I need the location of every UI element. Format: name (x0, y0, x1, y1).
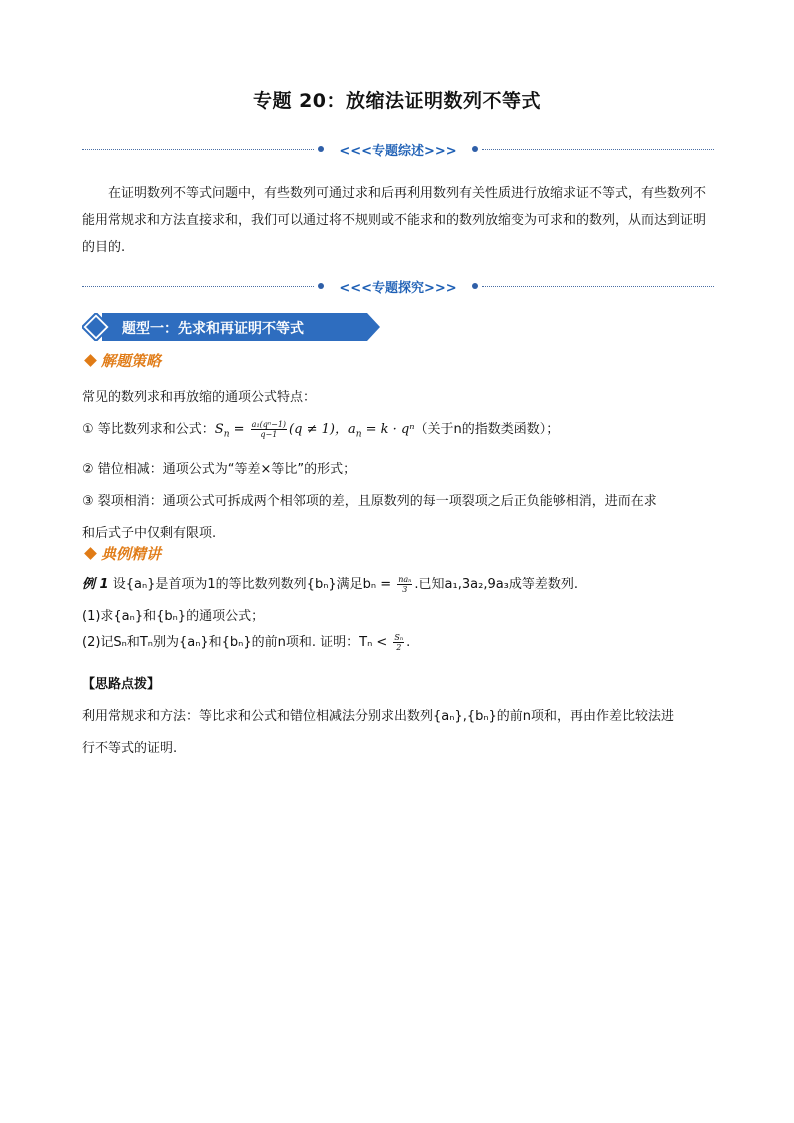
item1-suffix: （关于n的指数类函数）； (414, 422, 560, 437)
divider-line-left (82, 149, 314, 150)
part2-end: . (406, 635, 411, 650)
item1-an-sub: n (355, 429, 362, 440)
section-label-overview: <<<专题综述>>> (339, 144, 457, 159)
item1-sn: S (214, 422, 224, 437)
diamond-icon (84, 354, 97, 367)
topic-banner (82, 313, 382, 341)
part2-frac-den: 2 (396, 643, 402, 652)
example-part-2 (82, 631, 410, 655)
intro-paragraph: 在证明数列不等式问题中，有些数列可通过求和后再利用数列有关性质进行放缩求证不等式，有些数列不能用常规求和方法直接求和，我们可以通过将不规则或不能求和的数列放缩变为可求和的数列，从而达到证明的目的. (82, 186, 707, 255)
example-fraction (397, 575, 412, 594)
item1-an: a (347, 422, 356, 437)
section-label-explore: <<<专题探究>>> (339, 281, 457, 296)
strategy-item-3-line1: ③ 裂项相消：通项公式可拆成两个相邻项的差，且原数列的每一项裂项之后正负能够相消，进而在求 (82, 494, 657, 509)
item1-an-eq: = k · qⁿ (361, 422, 415, 437)
item1-frac-den: q−1 (260, 430, 278, 439)
example-heading-text: 典例精讲 (101, 545, 162, 563)
example-frac-den: 3 (402, 585, 408, 594)
hint-line-2: 行不等式的证明. (82, 741, 178, 756)
divider-line-left (82, 286, 314, 287)
hint-heading: 【思路点拨】 (82, 677, 161, 692)
divider-dot-left (318, 146, 324, 152)
example-frac-num: naₙ (398, 575, 412, 584)
example-question (82, 573, 578, 597)
divider-dot-left (318, 283, 324, 289)
item1-frac-num: a₁(qⁿ−1) (251, 420, 287, 429)
strategy-item-3-line2: 和后式子中仅剩有限项. (82, 526, 217, 541)
divider-line-right (482, 149, 714, 150)
item1-prefix: ① 等比数列求和公式： (82, 422, 215, 437)
section-divider-explore (82, 280, 714, 294)
section-divider-overview (82, 143, 714, 157)
diamond-icon (84, 547, 97, 560)
strategy-lead: 常见的数列求和再放缩的通项公式特点： (82, 390, 317, 405)
part2-text: (2)记Sₙ和Tₙ别为{aₙ}和{bₙ}的前n项和. 证明：Tₙ < (82, 635, 392, 650)
banner-text: 题型一：先求和再证明不等式 (122, 321, 304, 337)
example-heading (82, 543, 161, 564)
example-part-1: (1)求{aₙ}和{bₙ}的通项公式； (82, 609, 265, 624)
strategy-heading (82, 350, 161, 371)
part2-frac-num: Sₙ (394, 633, 404, 642)
item1-fraction (251, 420, 287, 439)
strategy-item-2: ② 错位相减：通项公式为“等差×等比”的形式； (82, 462, 357, 477)
hint-line-1: 利用常规求和方法：等比求和公式和错位相减法分别求出数列{aₙ},{bₙ}的前n项和，再由作差比较法进 (82, 709, 675, 724)
divider-line-right (482, 286, 714, 287)
strategy-heading-text: 解题策略 (101, 352, 162, 370)
item1-sub: n (223, 429, 230, 440)
divider-dot-right (472, 283, 478, 289)
item1-cond: (q ≠ 1)， (289, 422, 348, 437)
item1-eq: = (229, 422, 249, 437)
divider-dot-right (472, 146, 478, 152)
strategy-item-1 (82, 418, 559, 447)
example-text-1: 设{aₙ}是首项为1的等比数列数列{bₙ}满足bₙ = (112, 577, 396, 592)
part2-fraction (393, 633, 404, 652)
example-label: 例 1 (82, 577, 109, 592)
example-text-2: .已知a₁,3a₂,9a₃成等差数列. (414, 577, 579, 592)
page-title: 专题 20：放缩法证明数列不等式 (252, 90, 542, 112)
